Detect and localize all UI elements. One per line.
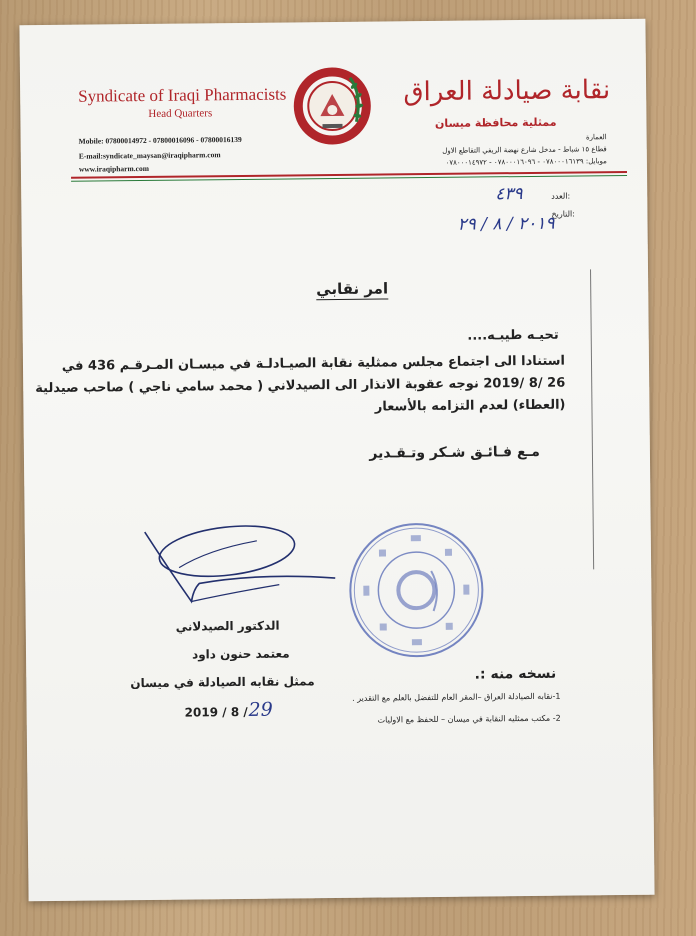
date-value: ٢٠١٩ / ٨ / ٢٩ <box>457 213 555 235</box>
letter-page <box>19 19 654 902</box>
letterhead-en-subtitle: Head Quarters <box>148 107 213 120</box>
letter-body-line-1: استنادا الى اجتماع مجلس ممثلية نقابة الصيـادلـة في ميسـان المـرقـم 436 في <box>61 353 566 374</box>
letterhead-ar-label: العمارة <box>585 133 607 142</box>
copies-label: نسخه منه :. <box>474 665 557 683</box>
letterhead-ar-address: قطاع ١٥ شباط - مدخل شارع نهضة الريفي التقاطع الاول <box>442 145 607 155</box>
signatory-position: ممثل نقابه الصيادلة في ميسان <box>130 674 315 691</box>
letter-body-line-2: 26 /8 /2019 نوجه عقوبة الانذار الى الصيدلاني ( محمد سامي ناجي ) صاحب صيدلية <box>35 375 566 397</box>
letterhead-web: www.iraqipharm.com <box>78 163 149 174</box>
handwritten-signature <box>139 518 340 616</box>
letterhead-mobile: Mobile: 07800014972 - 07800016096 - 07800016139 <box>78 134 242 146</box>
letterhead-email: E-mail:syndicate_maysan@iraqipharm.com <box>78 150 221 161</box>
official-seal-icon <box>345 518 488 661</box>
letterhead-en-title: Syndicate of Iraqi Pharmacists <box>78 84 287 106</box>
letterhead-ar-title: نقابة صيادلة العراق <box>403 75 611 108</box>
signature-date-handwritten: 29 <box>248 698 273 721</box>
signatory-title: الدكتور الصيدلاني <box>175 618 280 634</box>
letter-greeting: تحيـه طيبـه.... <box>467 327 559 344</box>
letter-heading: امر نقابي <box>316 279 389 299</box>
copies-item-2: 2- مكتب ممثليه النقابة في ميسان – للحفظ مع الاوليات <box>377 713 561 725</box>
letter-body-line-3: (العطاء) لعدم التزامه بالأسعار <box>374 397 566 415</box>
letterhead-ar-phones: موبايل: ٠٧٨٠٠٠١٦١٣٩ - ٠٧٨٠٠٠١٦٠٩٦ - ٠٧٨٠٠٠١٤٩٧٢ <box>445 157 607 167</box>
number-label: العدد: <box>551 191 571 201</box>
letterhead-ar-branch: ممثلية محافظة ميسان <box>434 115 557 130</box>
number-value: ٤٣٩ <box>495 184 523 205</box>
letter-closing: مـع فـائـق شـكر وتـقـدير <box>369 443 541 462</box>
signatory-name: معتمد حنون داود <box>191 646 290 662</box>
date-label: التاريخ: <box>551 209 575 219</box>
margin-line <box>590 269 594 569</box>
signature-date-printed: 2019 / 8 / <box>184 704 248 720</box>
copies-item-1: 1-نقابه الصيادلة العراق –المقر العام للتفضل بالعلم مع التقدير . <box>352 691 561 703</box>
syndicate-emblem-icon <box>292 64 379 151</box>
